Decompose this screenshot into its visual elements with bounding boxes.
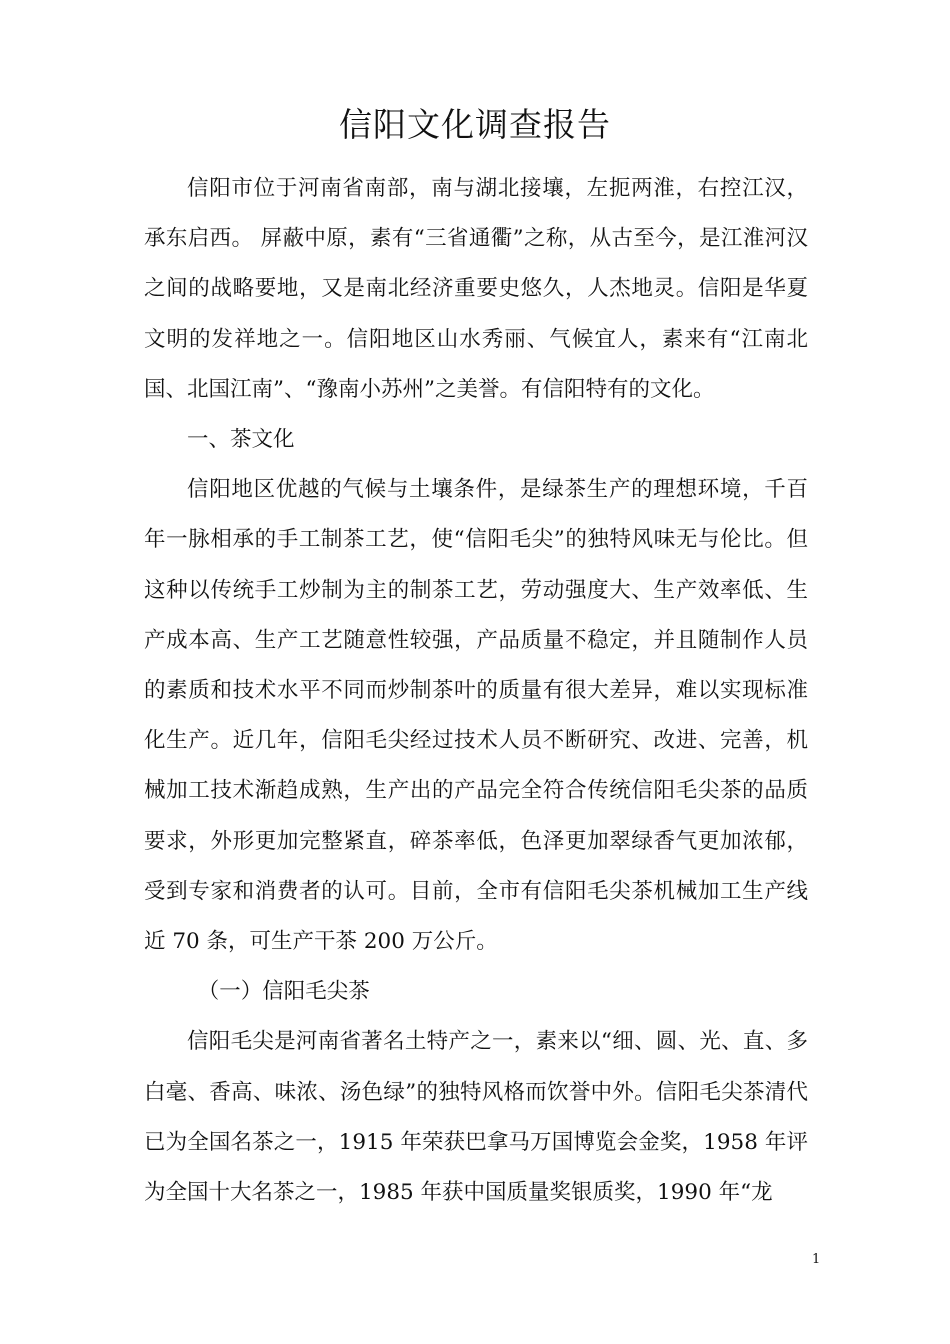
intro-paragraph: 信阳市位于河南省南部，南与湖北接壤，左扼两淮，右控江汉，承东启西。 屏蔽中原，素有“三省通衢”之称，从古至今，是江淮河汉之间的战略要地，又是南北经济重要史悠久，人杰地灵。信阳是华夏文明的发祥地之一。信阳地区山水秀丽、气候宜人，素来有“江南北国、北国江南”、“豫南小苏州”之美誉。有信阳特有的文化。 — [144, 176, 808, 402]
subsection-heading-maojian-tea: （一）信阳毛尖茶 — [197, 979, 370, 1005]
section-heading-tea-culture: 一、茶文化 — [187, 427, 295, 453]
document-body — [144, 164, 808, 1218]
maojian-tea-paragraph: 信阳毛尖是河南省著名土特产之一，素来以“细、圆、光、直、多白毫、香高、味浓、汤色绿”的独特风格而饮誉中外。信阳毛尖茶清代已为全国名茶之一，1915 年荣获巴拿马万国博览会金奖，1958 年评为全国十大名茶之一，1985 年获中国质量奖银质奖，1990 年“龙 — [144, 1029, 808, 1206]
document-title: 信阳文化调查报告 — [339, 105, 611, 144]
tea-culture-paragraph: 信阳地区优越的气候与土壤条件，是绿茶生产的理想环境，千百年一脉相承的手工制茶工艺，使“信阳毛尖”的独特风味无与伦比。但这种以传统手工炒制为主的制茶工艺，劳动强度大、生产效率低、生产成本高、生产工艺随意性较强，产品质量不稳定，并且随制作人员的素质和技术水平不同而炒制茶叶的质量有很大差异，难以实现标准化生产。近几年，信阳毛尖经过技术人员不断研究、改进、完善，机械加工技术渐趋成熟，生产出的产品完全符合传统信阳毛尖茶的品质要求，外形更加完整紧直，碎茶率低，色泽更加翠绿香气更加浓郁，受到专家和消费者的认可。目前，全市有信阳毛尖茶机械加工生产线近 70 条，可生产干茶 200 万公斤。 — [144, 477, 808, 955]
page-number: 1 — [812, 1252, 821, 1267]
